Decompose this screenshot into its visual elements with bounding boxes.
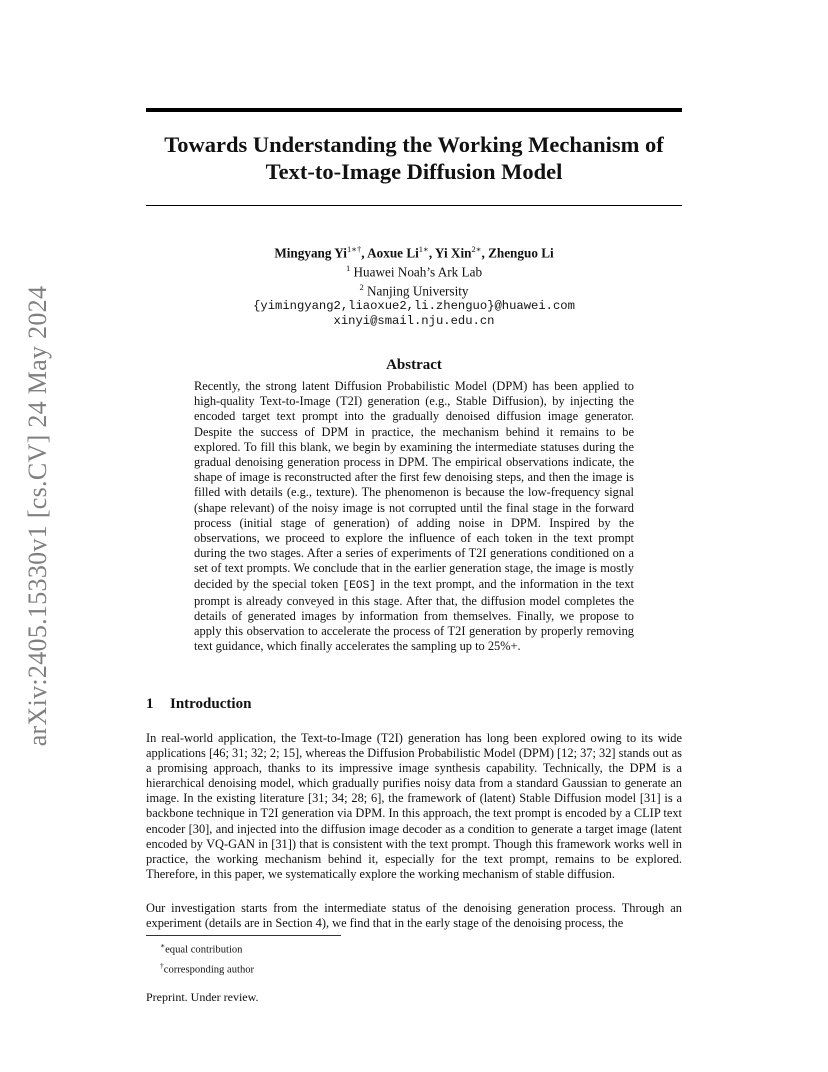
section-title: Introduction	[170, 696, 252, 712]
affiliation-2	[146, 280, 682, 299]
intro-paragraph-2: Our investigation starts from the intermediate status of the denoising generation process. Through an experiment (details are in Section 4), we find that in the early stage of the denoising process, the	[146, 901, 682, 931]
footnote-rule	[146, 935, 341, 936]
author-name: , Zhenguo Li	[481, 245, 554, 261]
affiliation-mark: 1	[345, 262, 351, 273]
author-name: , Yi Xin	[428, 245, 472, 261]
eos-token: [EOS]	[342, 579, 376, 592]
paper-title-line-2: Text-to-Image Diffusion Model	[265, 159, 563, 184]
arxiv-identifier-stamp: arXiv:2405.15330v1 [cs.CV] 24 May 2024	[23, 285, 52, 747]
author-emails-1: {yimingyang2,liaoxue2,li.zhenguo}@huawei.com	[253, 298, 575, 313]
abstract-heading: Abstract	[386, 357, 442, 373]
affiliation-name: Nanjing University	[363, 283, 469, 299]
affiliation-1	[146, 261, 682, 280]
footnote-mark: †	[160, 960, 164, 970]
author-affiliation-mark: 2∗	[471, 244, 482, 254]
footnote-equal-contribution	[160, 938, 254, 958]
paper-title-line-1: Towards Understanding the Working Mechanism of	[164, 132, 664, 157]
author-names	[146, 242, 682, 261]
affiliation-mark: 2	[359, 281, 364, 292]
abstract-text	[194, 379, 634, 655]
footnote-corresponding-author	[160, 958, 254, 978]
footnote-mark: ∗	[160, 941, 166, 950]
affiliation-name: Huawei Noah’s Ark Lab	[350, 264, 483, 280]
footnote-text: corresponding author	[163, 964, 255, 976]
author-affiliation-mark: 1∗†	[346, 244, 362, 254]
footnote-text: equal contribution	[165, 944, 243, 956]
author-affiliation-mark: 1∗	[418, 244, 429, 254]
section-number: 1	[146, 696, 154, 712]
intro-paragraph-1: In real-world application, the Text-to-Image (T2I) generation has long been explored owing to its wide applications [46; 31; 32; 2; 15], whereas the Diffusion Probabilistic Model (DPM) [12; 37; 32] stands out as a promising approach, thanks to its impressive image synthesis capability. Technically, the DPM is a hierarchical denoising model, which gradually purifies noisy data from a standard Gaussian to generate an image. In the existing literature [31; 34; 28; 6], the framework of (latent) Stable Diffusion model [31] is a backbone technique in T2I generation via DPM. In this approach, the text prompt is encoded by a CLIP text encoder [30], and injected into the diffusion image decoder as a condition to generate a target image (latent encoded by VQ-GAN in [31]) that is consistent with the text prompt. Though this framework works well in practice, the working mechanism behind it, especially for the text prompt, remains to be explored. Therefore, in this paper, we systematically explore the working mechanism of stable diffusion.	[146, 731, 682, 881]
author-name: Mingyang Yi	[274, 245, 347, 261]
abstract-text-part-1: Recently, the strong latent Diffusion Probabilistic Model (DPM) has been applied to high-quality Text-to-Image (T2I) generation (e.g., Stable Diffusion), by injecting the encoded target text prompt into the gradually denoised diffusion image generator. Despite the success of DPM in practice, the mechanism behind it remains to be explored. To fill this blank, we begin by examining the intermediate statuses during the gradual denoising generation process in DPM. The empirical observations indicate, the shape of image is reconstructed after the first few denoising steps, and then the image is filled with details (e.g., texture). The phenomenon is because the low-frequency signal (shape relevant) of the noisy image is not corrupted until the final stage in the forward process (initial stage of generation) of adding noise in DPM. Inspired by the observations, we proceed to explore the influence of each token in the text prompt during the two stages. After a series of experiments of T2I generations conditioned on a set of text prompts. We conclude that in the earlier generation stage, the image is mostly decided by the special token	[194, 379, 634, 591]
footnotes	[160, 938, 254, 977]
preprint-note: Preprint. Under review.	[146, 990, 259, 1004]
section-heading-introduction	[146, 696, 251, 713]
title-top-rule	[146, 108, 682, 112]
abstract-text-part-2: in the text prompt, and the information in the text prompt is already conveyed in this stage. After that, the diffusion model completes the details of generated images by information from themselves. Finally, we propose to apply this observation to accelerate the process of T2I generation by properly removing text guidance, which finally accelerates the sampling up to 25%+.	[194, 576, 634, 654]
title-bottom-rule	[146, 205, 682, 206]
paper-title	[146, 131, 682, 185]
author-emails-2: xinyi@smail.nju.edu.cn	[333, 314, 495, 329]
author-block	[146, 242, 682, 330]
author-name: , Aoxue Li	[361, 245, 419, 261]
